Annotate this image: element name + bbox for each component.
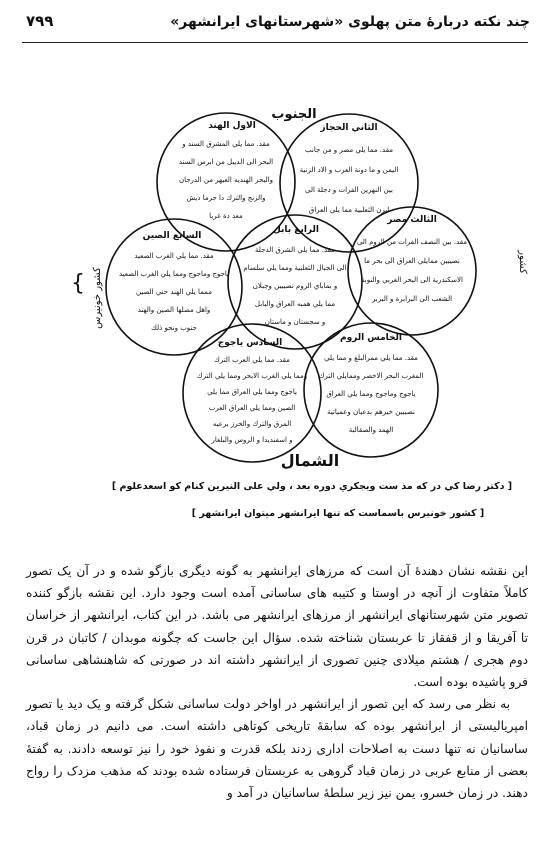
- margin-note-right: کشور: [517, 250, 528, 274]
- text-line: این جاست که چگونه موبدان / کاتبان در قرن دوم هجری / هشتم میلادی چنین تصوری از: [26, 630, 529, 667]
- circle-line: الهمد والصقالبة: [348, 426, 394, 434]
- circle-hijaz: [300, 123, 399, 214]
- circle-line: نصيبين خيرهم بدعبان وعمياتية: [327, 408, 415, 416]
- circle-line: ابرن الثعلبية مما يلي العراق: [308, 206, 390, 214]
- margin-note-left: كشور خونیرس: [92, 267, 103, 329]
- circle-egypt: [357, 215, 467, 303]
- brace-icon: {: [71, 271, 85, 296]
- diagram-caption: [ كشور خونیرس باسماست كه تنها ایرانشهر میتوان ایرانشهر ]: [191, 508, 485, 519]
- circle-line: ممما يلي الهند حني الصين: [136, 288, 212, 296]
- circle-outline-egypt: [348, 207, 476, 335]
- circle-line: اليمن و ما دونة العرب و الاد الزنية: [299, 166, 399, 174]
- circle-title: الثالث مصر: [387, 215, 437, 225]
- circle-line: ياجوج وماجوج ومما يلي العراق: [326, 390, 416, 398]
- circle-title: الثاني الحجاز: [320, 123, 378, 133]
- south-label: الجنوب: [271, 107, 317, 122]
- circle-india: [179, 121, 273, 220]
- circle-title: السابع الصين: [142, 231, 202, 241]
- text-line: در زمان قباد، ساسانیان نه تنها دست به اصلاحات اداری زدند بلکه قدرت و نفوذ خود را نیز: [26, 719, 528, 756]
- circle-line: المغرب البحر الاخضر وممايلي الترك: [318, 372, 424, 380]
- circle-line: و بماباي الروم نصيبين وجبلان: [252, 282, 338, 290]
- north-label: الشمال: [280, 451, 340, 470]
- text-line: این کتاب، ایرانشهر از خراسان تا آفریقا و از قفقاز تا عربستان شناخته شده. سؤال: [26, 608, 529, 645]
- circle-line: الاسكندرية الى البحر الغربي والنوبة: [361, 276, 463, 284]
- paragraph: [26, 560, 528, 693]
- circle-line: و سجستان و ماستان: [264, 318, 326, 326]
- circle-line: مقد. مما يلي الشرق الدجلة: [255, 246, 335, 254]
- circle-line: مقد. مما يلي المشرق السند و: [182, 140, 270, 148]
- circle-line: جنوب ونحو ذلك: [151, 324, 197, 332]
- text-line: آن یک تصور کاملاً متفاوت از آنچه در اوستا و کتیبه های ساسانی آمده است وجود دارد.: [26, 564, 529, 601]
- circle-line: مقد. مما يلي مصر و من جانب: [305, 146, 393, 154]
- diagram-caption: [ دكتر رضا كي در كه مذ ست ويجكري دوره بعد ، ولي على النيرين كنام كو اسعدعلوم ]: [111, 481, 513, 492]
- circle-line: ياجوج ومما يلي العراق مما يلي: [207, 388, 297, 396]
- circle-line: و اسفنديدا و الروس والبلغار: [211, 436, 293, 444]
- circle-line: المرق والترك والخرز برعيه: [212, 420, 292, 428]
- circle-line: ياجوج وماجوج ومما يلي الغرب الصعيد: [118, 270, 230, 278]
- text-line: دید یا تصور امپریالیستی از ایرانشهر بوده که سابقهٔ تاریخی کوتاهی داشته است. می دانیم: [26, 697, 528, 734]
- circle-line: الى الجبال الثعلبية ومما يلي سلسام: [243, 264, 347, 272]
- circle-line: واهل مصلها الصين والهند: [137, 306, 211, 314]
- circle-line: البحر الی الدیبل من ابرس السند: [178, 158, 274, 166]
- circle-line: نصيبين ممايلي العراق الى بحر ما: [364, 257, 460, 265]
- text-line: بودند که مذهب مزدک را رواج دهند. در زمان خسرو، یمن نیز زیر سلطهٔ ساسانیان در آمد و: [26, 763, 528, 801]
- circle-rome: [319, 333, 424, 434]
- circle-title: الخامس الروم: [339, 333, 403, 343]
- text-line: این نقشه بازگو کننده تصویر متن شهرستانهای ایرانشهر از مرزهای ایرانشهر می باشد. در: [26, 586, 529, 623]
- circle-line: الصين ومما يلي العراق العرب: [208, 404, 296, 412]
- circle-line: مقد. مما يلي الغرب الصعيد: [134, 252, 214, 260]
- circle-line: بين النهرين الفرات و دجلة الى: [305, 186, 393, 194]
- circle-title: السادس ياجوج: [217, 338, 283, 348]
- circle-gog: [197, 338, 307, 444]
- circle-line: مما يلي همبه العراق والبابل: [254, 300, 336, 308]
- circle-title: الاول الهند: [208, 121, 256, 131]
- paragraph: [26, 693, 528, 804]
- circle-line: مقد. مما يلي ممرالبلغ و مما يلي: [324, 354, 418, 362]
- circle-line: الشعب الى البرابرة و البربر: [371, 295, 453, 303]
- circle-title: الرابع بابل: [273, 225, 319, 235]
- body-text: [26, 560, 528, 804]
- circle-line: ومما يلي الغرب الابحر ومما يلي الترك: [196, 372, 308, 380]
- text-line: این نقشه نشان دهندهٔ آن است که مرزهای ایرانشهر به گونه دیگری بازگو شده و در: [93, 564, 528, 578]
- text-line: به نظر می رسد که این تصور از ایرانشهر در اواخر دولت ساسانی شکل گرفته و یک: [86, 697, 510, 712]
- running-header-title: چند نکته دربارهٔ متن پهلوی «شهرستانهای ایرانشهر»: [170, 14, 530, 30]
- text-line: ایرانشهر داشته اند در صورتی که شاهنشاهی ساسانی فرو پاشیده بوده است.: [26, 652, 528, 690]
- circle-line: معد دة غربا: [209, 212, 243, 220]
- page-number: ۷۹۹: [26, 12, 54, 30]
- circle-line: والزنج والترك دا حرما دیش: [186, 194, 266, 202]
- circle-china: [119, 231, 229, 332]
- circle-babylon: [243, 225, 346, 326]
- circle-line: مقد. بین النصف الفرات من الروم الی: [356, 238, 468, 246]
- circle-line: والبحر الهندیه الغیهر من الدرجان: [178, 176, 274, 184]
- text-line: توسعه دادند. به گفتهٔ بعضی از منابع عربی در زمان قباد گروهی به عربستان فرستاده شده: [26, 741, 528, 778]
- circle-line: مقد. مما يلي العرب الترك: [214, 356, 290, 364]
